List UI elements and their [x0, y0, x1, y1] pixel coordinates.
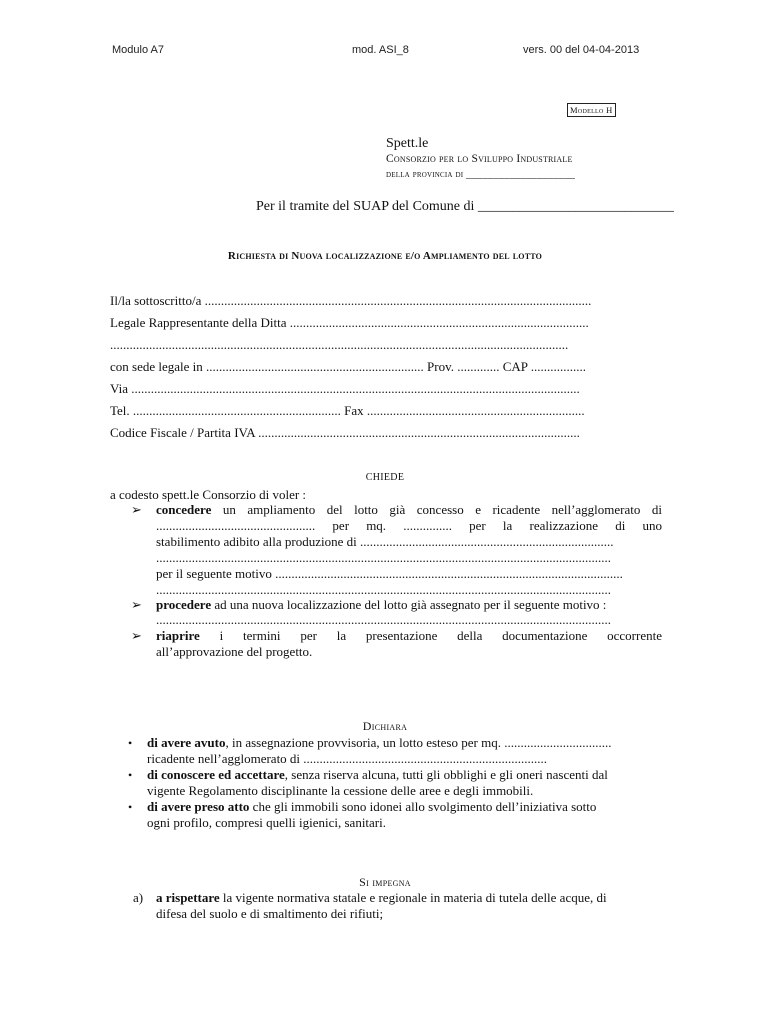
- dichiara-item1-bold: di avere avuto: [147, 735, 226, 750]
- dichiara-item1-line2: ricadente nell’agglomerato di ...........................................................................: [147, 751, 548, 766]
- impegna-item-a-bold: a rispettare: [156, 890, 220, 905]
- chiede-item1-line4: ............................................................................................................................................: [156, 550, 611, 565]
- chiede-item3-text: i termini per la presentazione della documentazione occorrente: [199, 628, 662, 643]
- chiede-item2-text: ad una nuova localizzazione del lotto già assegnato per il seguente motivo :: [211, 597, 607, 612]
- chiede-item1-line2: ................................................. per mq. ............... per la realizzazione di uno: [156, 518, 662, 533]
- chiede-item3-bold: riaprire: [156, 628, 200, 643]
- chiede-item1-line5: per il seguente motivo ...........................................................................................................: [156, 566, 623, 581]
- chiede-item2-line1: [156, 597, 662, 613]
- impegna-item-a-text: la vigente normativa statale e regionale in materia di tutela delle acque, di: [219, 890, 607, 905]
- header-version: vers. 00 del 04-04-2013: [523, 44, 640, 56]
- address-consorzio: Consorzio per lo Sviluppo Industriale: [386, 153, 573, 165]
- chiede-item2-bold: procedere: [156, 597, 212, 612]
- field-dots-line: .............................................................................................................................................: [110, 337, 569, 352]
- dichiara-item2-bold: di conoscere ed accettare: [147, 767, 285, 782]
- field-codice-fiscale: Codice Fiscale / Partita IVA ...................................................................................................: [110, 425, 580, 440]
- chiede-item1-line1: [156, 502, 662, 518]
- chiede-item1-line6: ............................................................................................................................................: [156, 582, 611, 597]
- arrow-icon: ➢: [131, 597, 142, 612]
- chiede-item1-bold: concedere: [156, 502, 212, 517]
- impegna-item-a-line1: [156, 890, 662, 906]
- section-chiede-heading: CHIEDE: [365, 472, 405, 483]
- dichiara-item2-line1: [147, 767, 662, 783]
- impegna-item-a-label: a): [133, 890, 144, 905]
- field-via: Via ..........................................................................................................................................: [110, 381, 580, 396]
- arrow-icon: ➢: [131, 502, 142, 517]
- chiede-item3-line1: [156, 628, 662, 644]
- chiede-item2-line2: ............................................................................................................................................: [156, 612, 611, 627]
- chiede-item1-text: un ampliamento del lotto già concesso e ricadente nell’agglomerato di: [211, 502, 662, 517]
- dichiara-item1-text: , in assegnazione provvisoria, un lotto esteso per mq. .................................: [225, 735, 612, 750]
- address-provincia: della provincia di ____________________: [386, 169, 576, 180]
- dichiara-item3-bold: di avere preso atto: [147, 799, 250, 814]
- chiede-intro: a codesto spett.le Consorzio di voler :: [110, 487, 307, 502]
- field-legale-rappresentante: Legale Rappresentante della Ditta ............................................................................................: [110, 315, 589, 330]
- impegna-item-a-line2: difesa del suolo e di smaltimento dei rifiuti;: [156, 906, 384, 921]
- chiede-item3-line2: all’approvazione del progetto.: [156, 644, 313, 659]
- document-title: Richiesta di Nuova localizzazione e/o Ampliamento del lotto: [227, 250, 543, 262]
- modello-label: Modello H: [570, 105, 613, 115]
- dichiara-item3-line2: ogni profilo, compresi quelli igienici, sanitari.: [147, 815, 387, 830]
- section-dichiara-heading: Dichiara: [362, 719, 408, 733]
- header-model-code: mod. ASI_8: [352, 44, 409, 56]
- suap-line: Per il tramite del SUAP del Comune di ____________________________: [256, 199, 674, 214]
- section-impegna-heading: Si impegna: [359, 875, 411, 889]
- address-spett: Spett.le: [386, 136, 429, 151]
- dichiara-item1-line1: [147, 735, 662, 751]
- field-tel-fax: Tel. ................................................................ Fax ...................................................................: [110, 403, 585, 418]
- dichiara-item3-line1: [147, 799, 662, 815]
- dichiara-item3-text: che gli immobili sono idonei allo svolgimento dell’iniziativa sotto: [249, 799, 597, 814]
- bullet-icon: •: [128, 800, 133, 814]
- dichiara-item2-line2: vigente Regolamento disciplinante la cessione delle aree e degli immobili.: [147, 783, 534, 798]
- field-sottoscritto: Il/la sottoscritto/a .......................................................................................................................: [110, 293, 592, 308]
- modello-box: [567, 103, 616, 117]
- dichiara-item2-text: , senza riserva alcuna, tutti gli obblighi e gli oneri nascenti dal: [284, 767, 608, 782]
- bullet-icon: •: [128, 736, 133, 750]
- field-sede-legale: con sede legale in ................................................................... Prov. ............. CAP .................: [110, 359, 587, 374]
- bullet-icon: •: [128, 768, 133, 782]
- header-form-code: Modulo A7: [112, 44, 164, 56]
- arrow-icon: ➢: [131, 628, 142, 643]
- chiede-item1-line3: stabilimento adibito alla produzione di ..............................................................................: [156, 534, 614, 549]
